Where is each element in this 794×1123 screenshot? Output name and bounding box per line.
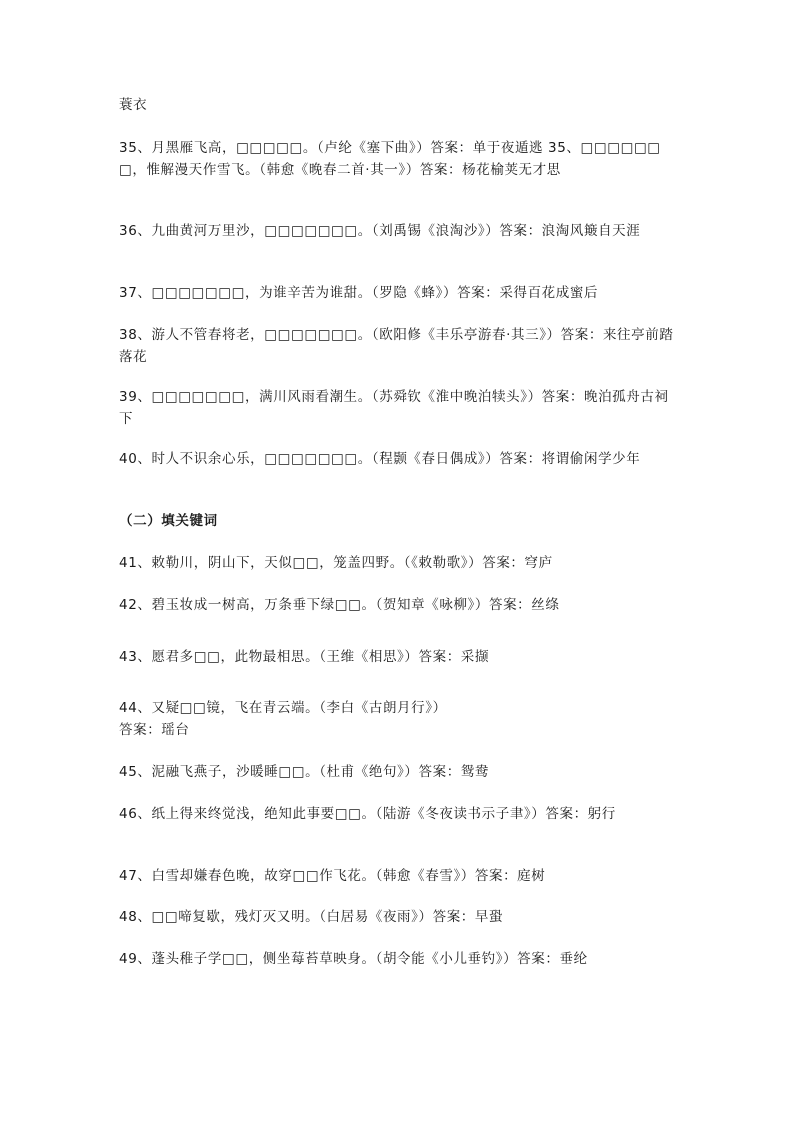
- paragraph: 38、游人不管春将老，□□□□□□□。（欧阳修《丰乐亭游春·其三》）答案：来往亭前踏落花: [119, 327, 674, 365]
- paragraph: 蓑衣: [119, 97, 148, 113]
- paragraph: 41、敕勒川，阴山下，天似□□，笼盖四野。（《敕勒歌》）答案：穹庐: [119, 555, 553, 571]
- paragraph: 36、九曲黄河万里沙，□□□□□□□。（刘禹锡《浪淘沙》）答案：浪淘风簸自天涯: [119, 223, 641, 239]
- paragraph: 35、月黑雁飞高，□□□□□。（卢纶《塞下曲》）答案：单于夜遁逃 35、□□□□□□□，惟解漫天作雪飞。（韩愈《晚春二首·其一》）答案：杨花榆荚无才思: [119, 140, 661, 178]
- paragraph: 47、白雪却嫌春色晚，故穿□□作飞花。（韩愈《春雪》）答案：庭树: [119, 868, 546, 884]
- paragraph: 48、□□啼复歇，残灯灭又明。（白居易《夜雨》）答案：早蛩: [119, 909, 504, 925]
- paragraph: 39、□□□□□□□，满川风雨看潮生。（苏舜钦《淮中晚泊犊头》）答案：晚泊孤舟古祠下: [119, 389, 669, 427]
- paragraph: 49、蓬头稚子学□□，侧坐莓苔草映身。（胡令能《小儿垂钓》）答案：垂纶: [119, 951, 588, 967]
- paragraph: 42、碧玉妆成一树高，万条垂下绿□□。（贺知章《咏柳》）答案：丝绦: [119, 597, 560, 613]
- paragraph: 37、□□□□□□□，为谁辛苦为谁甜。（罗隐《蜂》）答案：采得百花成蜜后: [119, 285, 599, 301]
- section-heading: （二）填关键词: [119, 513, 218, 529]
- paragraph: 45、泥融飞燕子，沙暖睡□□。（杜甫《绝句》）答案：鸳鸯: [119, 764, 489, 780]
- paragraph: 40、时人不识余心乐，□□□□□□□。（程颢《春日偶成》）答案：将谓偷闲学少年: [119, 451, 641, 467]
- paragraph: 43、愿君多□□，此物最相思。（王维《相思》）答案：采撷: [119, 649, 489, 665]
- paragraph: 46、纸上得来终觉浅，绝知此事要□□。（陆游《冬夜读书示子聿》）答案：躬行: [119, 806, 616, 822]
- paragraph: 44、又疑□□镜，飞在青云端。（李白《古朗月行》） 答案：瑶台: [119, 700, 447, 738]
